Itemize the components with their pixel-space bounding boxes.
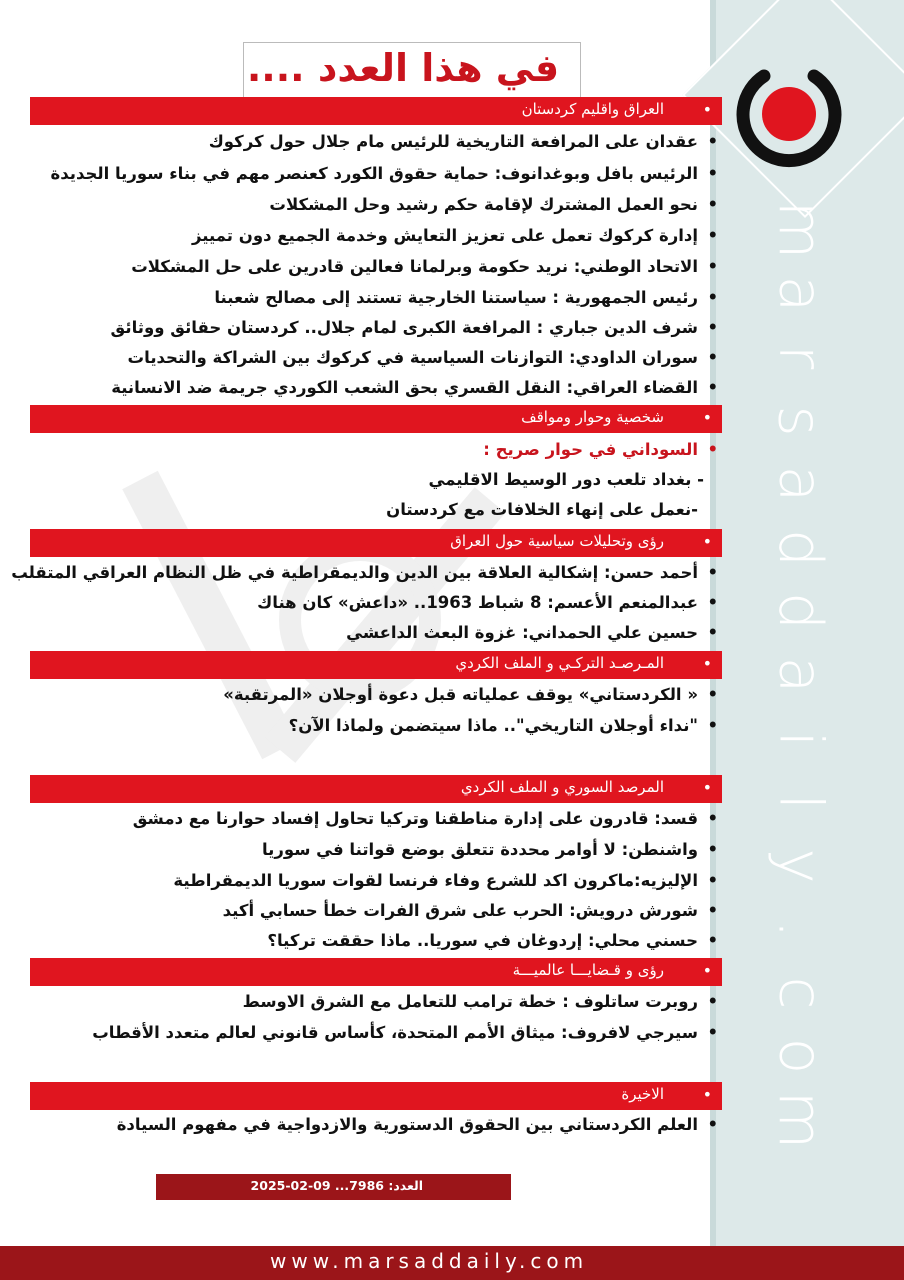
footer-url: www.marsaddaily.com — [270, 1249, 589, 1273]
section-bar-syria — [30, 775, 722, 803]
section-label: العراق واقليم كردستان — [521, 100, 664, 118]
section-bar-analysis — [30, 529, 722, 557]
list-item: •القضاء العراقي: النقل القسري بحق الشعب الكوردي جريمة ضد الانسانية — [111, 378, 718, 397]
section-label: رؤى و قـضايـــا عالميـــة — [512, 961, 664, 979]
vertical-url-letter: y — [764, 847, 835, 884]
list-item: •رئيس الجمهورية : سياستنا الخارجية تستند إلى مصالح شعبنا — [214, 288, 718, 307]
list-item: •أحمد حسن: إشكالية العلاقة بين الدين والديمقراطية في ظل النظام العراقي المتقلب — [11, 563, 718, 582]
vertical-url-letter: c — [765, 976, 835, 1010]
list-item: •روبرت ساتلوف : خطة ترامب للتعامل مع الشرق الاوسط — [242, 992, 718, 1011]
vertical-url-letter: a — [765, 465, 835, 503]
section-bar-interview — [30, 405, 722, 433]
section-bar-last — [30, 1082, 722, 1110]
list-item: •"نداء أوجلان التاريخي".. ماذا سيتضمن ولماذا الآن؟ — [288, 716, 718, 735]
list-item: •سوران الداودي: التوازنات السياسية في كركوك بين الشراكة والتحديات — [127, 348, 718, 367]
interview-point: -نعمل على إنهاء الخلافات مع كردستان — [386, 500, 698, 519]
section-label: شخصية وحوار ومواقف — [521, 408, 664, 426]
bullet-icon: • — [702, 532, 712, 551]
vertical-url-letter: . — [764, 919, 835, 939]
bullet-icon: • — [702, 100, 712, 119]
interview-point: - بغداد تلعب دور الوسيط الاقليمي — [428, 470, 704, 489]
vertical-url-letter: a — [765, 275, 835, 312]
bullet-icon: • — [702, 778, 712, 797]
vertical-url-letter: r — [764, 344, 835, 370]
bullet-icon: • — [702, 408, 712, 427]
section-label: المرصد السوري و الملف الكردي — [460, 778, 664, 796]
vertical-url-letter: o — [765, 1037, 835, 1075]
list-item: •نحو العمل المشترك لإقامة حكم رشيد وحل المشكلات — [269, 195, 718, 214]
section-label: الاخيرة — [621, 1085, 664, 1103]
list-item: •حسين علي الحمداني: غزوة البعث الداعشي — [346, 623, 718, 642]
list-item: •إدارة كركوك تعمل على تعزيز التعايش وخدمة الجميع دون تمييز — [192, 226, 718, 245]
vertical-url-letter: d — [765, 528, 835, 567]
vertical-url-letter: s — [764, 405, 835, 437]
page-title: في هذا العدد .... — [246, 46, 560, 90]
section-bar-turkey — [30, 651, 722, 679]
list-item: •شورش درويش: الحرب على شرق الفرات خطأ حسابي أكيد — [222, 901, 718, 920]
bullet-icon: • — [702, 1085, 712, 1104]
list-item: •عقدان على المرافعة التاريخية للرئيس مام جلال حول كركوك — [208, 132, 718, 151]
bullet-icon: • — [702, 961, 712, 980]
list-item: •الرئيس بافل وبوغدانوف: حماية حقوق الكورد كعنصر مهم في بناء سوريا الجديدة — [50, 164, 718, 183]
section-label: رؤى وتحليلات سياسية حول العراق — [450, 532, 664, 550]
list-item: •قسد: قادرون على إدارة مناطقنا وتركيا تحاول إفساد حوارنا مع دمشق — [132, 809, 718, 828]
list-item: •شرف الدين جباري : المرافعة الكبرى لمام جلال.. كردستان حقائق ووثائق — [110, 318, 718, 337]
bullet-icon: • — [702, 654, 712, 673]
list-item: •« الكردستاني» يوقف عملياته قبل دعوة أوجلان «المرتقبة» — [223, 685, 718, 704]
list-item: •العلم الكردستاني بين الحقوق الدستورية والازدواجية في مفهوم السيادة — [116, 1115, 718, 1134]
section-bar-world — [30, 958, 722, 986]
list-item: •الإليزيه:ماكرون اكد للشرع وفاء فرنسا لقوات سوريا الديمقراطية — [173, 871, 718, 890]
section-label: المـرصـد التركـي و الملف الكردي — [455, 654, 664, 672]
issue-bar — [156, 1174, 511, 1200]
footer-bar — [0, 1246, 904, 1280]
vertical-url-letter: i — [764, 730, 835, 747]
issue-number: العدد: 7986... 09-02-2025 — [250, 1178, 423, 1193]
section-bar-iraq — [30, 97, 722, 125]
list-item: •سيرجي لافروف: ميثاق الأمم المتحدة، كأساس قانوني لعالم متعدد الأقطاب — [92, 1023, 718, 1042]
list-item: •واشنطن: لا أوامر محددة تتعلق بوضع قواتنا في سوريا — [261, 840, 718, 859]
interview-lead: •السوداني في حوار صريح : — [483, 440, 718, 459]
vertical-url-letter: a — [765, 656, 835, 694]
list-item: •عبدالمنعم الأعسم: 8 شباط 1963.. «داعش» كان هناك — [257, 593, 718, 612]
list-item: •الاتحاد الوطني: نريد حكومة وبرلمانا فعالين قادرين على حل المشكلات — [131, 257, 718, 276]
vertical-url-letter: l — [764, 793, 835, 811]
list-item: •حسني محلي: إردوغان في سوريا.. ماذا حققت تركيا؟ — [267, 931, 718, 950]
vertical-url-letter: d — [765, 592, 835, 631]
vertical-url-letter: m — [764, 1090, 835, 1150]
vertical-url-letter: m — [764, 200, 835, 260]
